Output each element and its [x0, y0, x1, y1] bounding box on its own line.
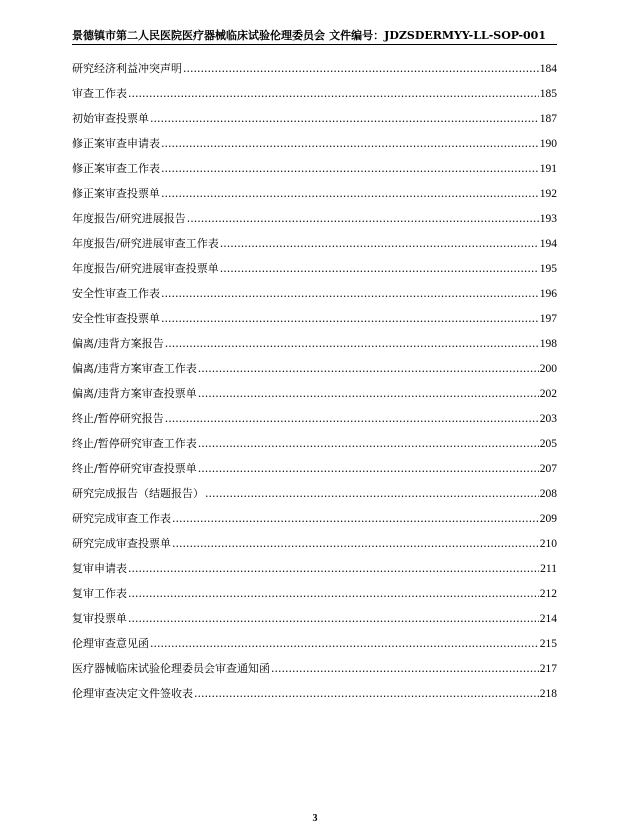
toc-entry[interactable]	[72, 460, 557, 485]
toc-dot-leader	[150, 635, 539, 653]
toc-dot-leader	[165, 410, 539, 428]
toc-entry-title: 伦理审查意见函	[72, 637, 149, 650]
toc-entry[interactable]	[72, 410, 557, 435]
toc-entry[interactable]	[72, 310, 557, 335]
toc-entry-title: 终止/暂停研究报告	[72, 412, 164, 425]
toc-entry-title: 偏离/违背方案报告	[72, 337, 164, 350]
toc-entry-title: 年度报告/研究进展审查工作表	[72, 237, 219, 250]
toc-dot-leader	[128, 85, 539, 103]
toc-entry[interactable]	[72, 535, 557, 560]
toc-entry-page: 207	[539, 463, 557, 475]
document-number: 文件编号：JDZSDERMYY-LL-SOP-001	[329, 29, 546, 42]
toc-dot-leader	[161, 185, 539, 203]
page-number: 3	[312, 813, 318, 824]
toc-entry-title: 偏离/违背方案审查投票单	[72, 387, 197, 400]
toc-dot-leader	[220, 235, 539, 253]
toc-dot-leader	[161, 285, 539, 303]
toc-entry-title: 研究完成审查工作表	[72, 512, 171, 525]
header-divider	[72, 44, 557, 45]
toc-dot-leader	[220, 260, 539, 278]
toc-entry-title: 研究经济利益冲突声明	[72, 62, 182, 75]
toc-dot-leader	[128, 610, 539, 628]
toc-dot-leader	[150, 110, 539, 128]
toc-entry[interactable]	[72, 260, 557, 285]
toc-entry-title: 复审申请表	[72, 562, 127, 575]
toc-entry-page: 185	[539, 88, 557, 100]
toc-entry-page: 209	[539, 513, 557, 525]
toc-dot-leader	[128, 585, 539, 603]
toc-entry-title: 修正案审查申请表	[72, 137, 160, 150]
toc-dot-leader	[194, 685, 539, 703]
toc-entry-page: 210	[539, 538, 557, 550]
toc-entry[interactable]	[72, 160, 557, 185]
toc-entry[interactable]	[72, 110, 557, 135]
toc-dot-leader	[198, 360, 539, 378]
toc-entry-page: 194	[539, 238, 557, 250]
toc-entry-page: 200	[539, 363, 557, 375]
toc-dot-leader	[128, 560, 539, 578]
toc-entry-page: 212	[539, 588, 557, 600]
toc-entry-page: 215	[539, 638, 557, 650]
toc-entry-page: 211	[540, 563, 557, 575]
toc-entry-title: 终止/暂停研究审查工作表	[72, 437, 197, 450]
toc-entry-page: 203	[539, 413, 557, 425]
toc-entry[interactable]	[72, 560, 557, 585]
toc-entry[interactable]	[72, 360, 557, 385]
toc-dot-leader	[161, 160, 539, 178]
toc-entry-title: 安全性审查工作表	[72, 287, 160, 300]
toc-entry-page: 196	[539, 288, 557, 300]
toc-entry-page: 184	[539, 63, 557, 75]
toc-entry-title: 修正案审查投票单	[72, 187, 160, 200]
toc-dot-leader	[205, 485, 539, 503]
toc-entry-page: 187	[539, 113, 557, 125]
toc-entry-page: 197	[539, 313, 557, 325]
toc-entry-page: 202	[539, 388, 557, 400]
toc-dot-leader	[165, 335, 539, 353]
toc-entry[interactable]	[72, 85, 557, 110]
toc-entry-title: 偏离/违背方案审查工作表	[72, 362, 197, 375]
toc-entry-title: 研究完成审查投票单	[72, 537, 171, 550]
toc-entry-title: 医疗器械临床试验伦理委员会审查通知函	[72, 662, 270, 675]
toc-dot-leader	[187, 210, 539, 228]
toc-dot-leader	[161, 135, 539, 153]
toc-entry[interactable]	[72, 185, 557, 210]
table-of-contents	[72, 60, 557, 710]
toc-entry[interactable]	[72, 635, 557, 660]
toc-entry-title: 终止/暂停研究审查投票单	[72, 462, 197, 475]
toc-entry-page: 192	[539, 188, 557, 200]
organization-name: 景德镇市第二人民医院医疗器械临床试验伦理委员会	[72, 29, 325, 42]
toc-entry-title: 审查工作表	[72, 87, 127, 100]
toc-entry-title: 修正案审查工作表	[72, 162, 160, 175]
toc-entry-page: 193	[539, 213, 557, 225]
toc-entry-page: 195	[539, 263, 557, 275]
toc-entry-title: 安全性审查投票单	[72, 312, 160, 325]
toc-entry[interactable]	[72, 60, 557, 85]
toc-entry-page: 205	[539, 438, 557, 450]
toc-entry-title: 复审投票单	[72, 612, 127, 625]
toc-entry[interactable]	[72, 685, 557, 710]
toc-dot-leader	[198, 385, 539, 403]
toc-dot-leader	[161, 310, 539, 328]
toc-entry-title: 年度报告/研究进展审查投票单	[72, 262, 219, 275]
toc-dot-leader	[172, 510, 539, 528]
toc-entry[interactable]	[72, 610, 557, 635]
toc-entry-page: 214	[539, 613, 557, 625]
toc-entry[interactable]	[72, 385, 557, 410]
toc-entry-page: 198	[539, 338, 557, 350]
toc-dot-leader	[198, 435, 539, 453]
toc-entry[interactable]	[72, 510, 557, 535]
toc-dot-leader	[172, 535, 539, 553]
toc-entry[interactable]	[72, 135, 557, 160]
toc-entry-title: 初始审查投票单	[72, 112, 149, 125]
toc-entry-page: 218	[539, 688, 557, 700]
toc-entry[interactable]	[72, 235, 557, 260]
toc-entry-title: 研究完成报告（结题报告）	[72, 487, 204, 500]
toc-entry-page: 208	[539, 488, 557, 500]
toc-dot-leader	[198, 460, 539, 478]
toc-entry-title: 伦理审查决定文件签收表	[72, 687, 193, 700]
toc-dot-leader	[271, 660, 539, 678]
toc-entry[interactable]	[72, 485, 557, 510]
toc-entry[interactable]	[72, 585, 557, 610]
toc-entry[interactable]	[72, 435, 557, 460]
toc-entry[interactable]	[72, 335, 557, 360]
toc-entry-title: 复审工作表	[72, 587, 127, 600]
toc-entry-page: 191	[539, 163, 557, 175]
toc-entry-title: 年度报告/研究进展报告	[72, 212, 186, 225]
toc-entry[interactable]	[72, 210, 557, 235]
toc-dot-leader	[183, 60, 539, 78]
toc-entry-page: 190	[539, 138, 557, 150]
page-header	[72, 27, 556, 43]
toc-entry[interactable]	[72, 285, 557, 310]
toc-entry-page: 217	[539, 663, 557, 675]
toc-entry[interactable]	[72, 660, 557, 685]
